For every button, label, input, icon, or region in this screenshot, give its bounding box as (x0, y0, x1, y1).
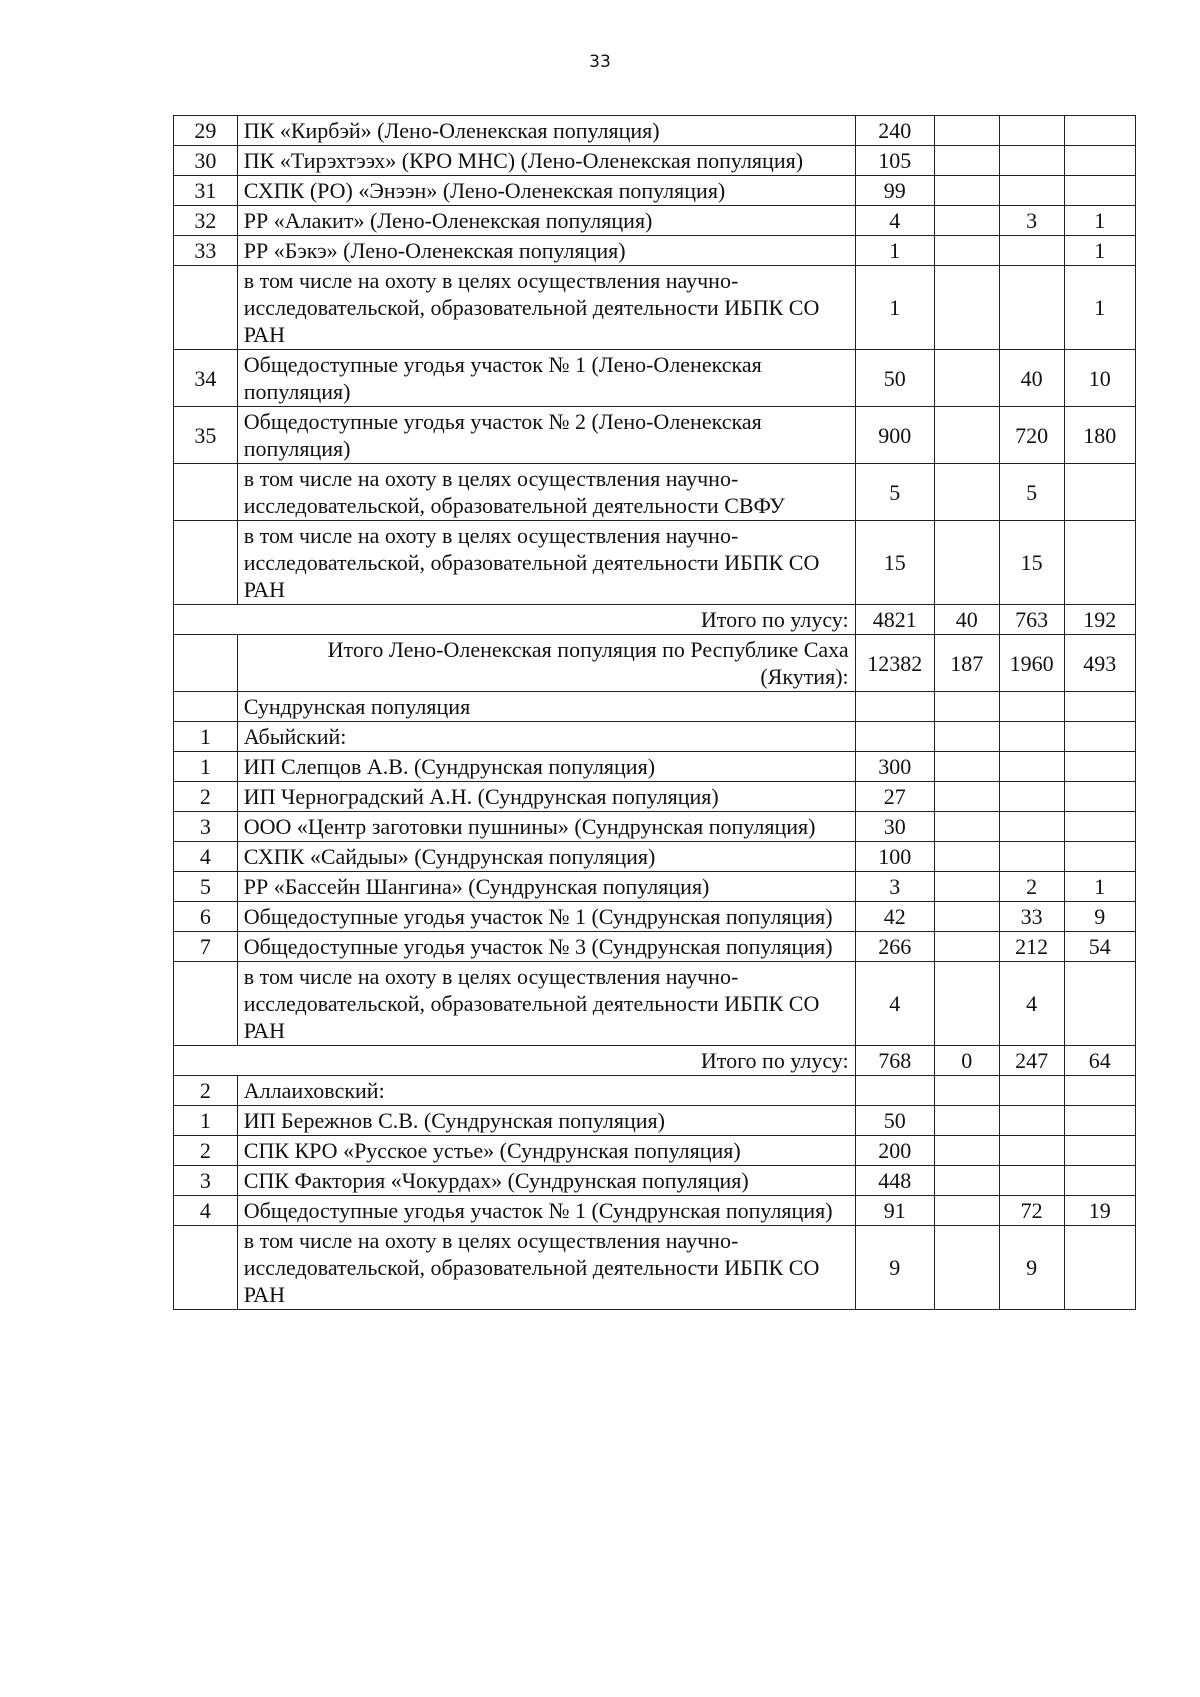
population-total-label-cell: Итого Лено-Оленекская популяция по Республике Саха (Якутия): (237, 635, 855, 692)
table-row (174, 812, 1136, 842)
value-cell-4: 1 (1064, 206, 1135, 236)
value-cell-1: 1 (855, 266, 934, 350)
value-cell-1: 240 (855, 116, 934, 146)
value-cell-3: 720 (999, 407, 1064, 464)
value-cell-1: 50 (855, 350, 934, 407)
row-number-cell: 2 (174, 1076, 238, 1106)
value-cell-2 (934, 521, 999, 605)
value-cell-4 (1064, 782, 1135, 812)
row-number-cell: 6 (174, 902, 238, 932)
value-cell-3 (999, 722, 1064, 752)
value-cell-3 (999, 1106, 1064, 1136)
value-cell-1: 105 (855, 146, 934, 176)
value-cell-3: 212 (999, 932, 1064, 962)
value-cell-2 (934, 407, 999, 464)
total-label-cell: Итого по улусу: (174, 605, 856, 635)
value-cell-3: 2 (999, 872, 1064, 902)
value-cell-1: 768 (855, 1046, 934, 1076)
value-cell-3 (999, 1076, 1064, 1106)
table-row (174, 1106, 1136, 1136)
page-number: 33 (589, 52, 611, 72)
value-cell-3: 72 (999, 1196, 1064, 1226)
value-cell-4 (1064, 722, 1135, 752)
value-cell-3: 5 (999, 464, 1064, 521)
value-cell-2 (934, 902, 999, 932)
value-cell-1: 200 (855, 1136, 934, 1166)
value-cell-4: 64 (1064, 1046, 1135, 1076)
value-cell-3 (999, 146, 1064, 176)
value-cell-3 (999, 842, 1064, 872)
value-cell-4 (1064, 842, 1135, 872)
value-cell-1: 99 (855, 176, 934, 206)
row-name-cell: ИП Слепцов А.В. (Сундрунская популяция) (237, 752, 855, 782)
value-cell-2 (934, 692, 999, 722)
value-cell-2 (934, 464, 999, 521)
row-name-cell: Общедоступные угодья участок № 1 (Сундрунская популяция) (237, 1196, 855, 1226)
value-cell-3: 3 (999, 206, 1064, 236)
value-cell-1: 27 (855, 782, 934, 812)
value-cell-1: 448 (855, 1166, 934, 1196)
row-number-cell: 4 (174, 842, 238, 872)
row-name-cell: ПК «Кирбэй» (Лено-Оленекская популяция) (237, 116, 855, 146)
value-cell-3 (999, 236, 1064, 266)
value-cell-4: 54 (1064, 932, 1135, 962)
row-number-cell (174, 962, 238, 1046)
value-cell-4 (1064, 1166, 1135, 1196)
value-cell-3 (999, 1166, 1064, 1196)
value-cell-1: 4821 (855, 605, 934, 635)
value-cell-1: 12382 (855, 635, 934, 692)
value-cell-2 (934, 1196, 999, 1226)
row-name-cell: ООО «Центр заготовки пушнины» (Сундрунская популяция) (237, 812, 855, 842)
value-cell-2 (934, 812, 999, 842)
row-number-cell: 32 (174, 206, 238, 236)
value-cell-2 (934, 872, 999, 902)
value-cell-3 (999, 752, 1064, 782)
district-total-row (174, 605, 1136, 635)
row-name-cell: в том числе на охоту в целях осуществления научно-исследовательской, образовательной деятельности ИБПК СО РАН (237, 1226, 855, 1310)
value-cell-2 (934, 116, 999, 146)
total-label-cell: Итого по улусу: (174, 1046, 856, 1076)
value-cell-2 (934, 962, 999, 1046)
table-row (174, 407, 1136, 464)
value-cell-1: 42 (855, 902, 934, 932)
quota-table-body (174, 116, 1136, 1310)
value-cell-3 (999, 692, 1064, 722)
value-cell-4: 1 (1064, 872, 1135, 902)
row-name-cell: РР «Алакит» (Лено-Оленекская популяция) (237, 206, 855, 236)
table-row (174, 176, 1136, 206)
value-cell-2 (934, 752, 999, 782)
row-number-cell: 33 (174, 236, 238, 266)
row-number-cell: 29 (174, 116, 238, 146)
value-cell-3 (999, 782, 1064, 812)
value-cell-1: 91 (855, 1196, 934, 1226)
value-cell-1: 4 (855, 962, 934, 1046)
row-name-cell: СХПК «Сайдыы» (Сундрунская популяция) (237, 842, 855, 872)
table-row (174, 962, 1136, 1046)
table-row (174, 116, 1136, 146)
table-row (174, 146, 1136, 176)
value-cell-4: 493 (1064, 635, 1135, 692)
row-number-cell (174, 1226, 238, 1310)
table-row (174, 782, 1136, 812)
row-name-cell: в том числе на охоту в целях осуществления научно-исследовательской, образовательной деятельности ИБПК СО РАН (237, 266, 855, 350)
value-cell-2: 0 (934, 1046, 999, 1076)
value-cell-4 (1064, 1136, 1135, 1166)
row-name-cell: в том числе на охоту в целях осуществления научно-исследовательской, образовательной деятельности ИБПК СО РАН (237, 521, 855, 605)
row-number-cell: 31 (174, 176, 238, 206)
row-number-cell: 2 (174, 1136, 238, 1166)
value-cell-4: 1 (1064, 266, 1135, 350)
table-row (174, 872, 1136, 902)
value-cell-2 (934, 782, 999, 812)
table-row (174, 692, 1136, 722)
value-cell-2 (934, 350, 999, 407)
table-row (174, 464, 1136, 521)
table-row (174, 842, 1136, 872)
value-cell-1: 1 (855, 236, 934, 266)
value-cell-3 (999, 176, 1064, 206)
row-number-cell: 7 (174, 932, 238, 962)
row-number-cell (174, 464, 238, 521)
row-number-cell (174, 266, 238, 350)
value-cell-2 (934, 266, 999, 350)
value-cell-4 (1064, 176, 1135, 206)
row-number-cell: 5 (174, 872, 238, 902)
empty-cell (174, 635, 238, 692)
district-total-row (174, 1046, 1136, 1076)
row-name-cell: СПК КРО «Русское устье» (Сундрунская популяция) (237, 1136, 855, 1166)
value-cell-1: 300 (855, 752, 934, 782)
value-cell-2 (934, 842, 999, 872)
value-cell-4 (1064, 1226, 1135, 1310)
value-cell-2: 187 (934, 635, 999, 692)
value-cell-3 (999, 116, 1064, 146)
value-cell-4 (1064, 962, 1135, 1046)
value-cell-4: 10 (1064, 350, 1135, 407)
value-cell-4 (1064, 812, 1135, 842)
table-row (174, 1136, 1136, 1166)
row-number-cell: 2 (174, 782, 238, 812)
value-cell-4 (1064, 146, 1135, 176)
value-cell-3: 247 (999, 1046, 1064, 1076)
row-name-cell: Общедоступные угодья участок № 1 (Лено-Оленекская популяция) (237, 350, 855, 407)
table-row (174, 266, 1136, 350)
row-name-cell: Общедоступные угодья участок № 3 (Сундрунская популяция) (237, 932, 855, 962)
table-row (174, 722, 1136, 752)
value-cell-4 (1064, 1106, 1135, 1136)
row-number-cell: 3 (174, 812, 238, 842)
row-name-cell: ИП Черноградский А.Н. (Сундрунская популяция) (237, 782, 855, 812)
value-cell-4: 192 (1064, 605, 1135, 635)
value-cell-3 (999, 1136, 1064, 1166)
value-cell-4 (1064, 116, 1135, 146)
row-name-cell: СХПК (РО) «Энээн» (Лено-Оленекская популяция) (237, 176, 855, 206)
value-cell-4: 1 (1064, 236, 1135, 266)
table-row (174, 752, 1136, 782)
value-cell-2 (934, 206, 999, 236)
row-name-cell: СПК Фактория «Чокурдах» (Сундрунская популяция) (237, 1166, 855, 1196)
value-cell-1: 30 (855, 812, 934, 842)
row-name-cell: в том числе на охоту в целях осуществления научно-исследовательской, образовательной деятельности СВФУ (237, 464, 855, 521)
row-number-cell: 4 (174, 1196, 238, 1226)
table-row (174, 1226, 1136, 1310)
value-cell-3 (999, 812, 1064, 842)
table-row (174, 350, 1136, 407)
row-name-cell: Абыйский: (237, 722, 855, 752)
row-name-cell: ИП Бережнов С.В. (Сундрунская популяция) (237, 1106, 855, 1136)
value-cell-1: 4 (855, 206, 934, 236)
table-row (174, 521, 1136, 605)
value-cell-1: 5 (855, 464, 934, 521)
row-name-cell: Сундрунская популяция (237, 692, 855, 722)
table-row (174, 1076, 1136, 1106)
value-cell-3: 763 (999, 605, 1064, 635)
value-cell-2 (934, 1076, 999, 1106)
value-cell-3: 40 (999, 350, 1064, 407)
value-cell-4 (1064, 752, 1135, 782)
population-total-row (174, 635, 1136, 692)
value-cell-2 (934, 1106, 999, 1136)
value-cell-4: 180 (1064, 407, 1135, 464)
table-row (174, 206, 1136, 236)
value-cell-2 (934, 1226, 999, 1310)
value-cell-1 (855, 722, 934, 752)
value-cell-1: 266 (855, 932, 934, 962)
row-number-cell: 1 (174, 722, 238, 752)
row-number-cell: 1 (174, 752, 238, 782)
value-cell-2 (934, 176, 999, 206)
row-number-cell (174, 692, 238, 722)
table-row (174, 1196, 1136, 1226)
value-cell-1: 9 (855, 1226, 934, 1310)
row-number-cell: 3 (174, 1166, 238, 1196)
value-cell-3: 9 (999, 1226, 1064, 1310)
row-number-cell: 35 (174, 407, 238, 464)
value-cell-4 (1064, 521, 1135, 605)
table-row (174, 1166, 1136, 1196)
row-number-cell: 34 (174, 350, 238, 407)
value-cell-1: 100 (855, 842, 934, 872)
value-cell-3: 33 (999, 902, 1064, 932)
value-cell-4 (1064, 464, 1135, 521)
row-name-cell: РР «Бэкэ» (Лено-Оленекская популяция) (237, 236, 855, 266)
table-row (174, 902, 1136, 932)
table-row (174, 236, 1136, 266)
row-name-cell: Аллаиховский: (237, 1076, 855, 1106)
value-cell-3: 15 (999, 521, 1064, 605)
value-cell-3: 1960 (999, 635, 1064, 692)
row-name-cell: Общедоступные угодья участок № 2 (Лено-Оленекская популяция) (237, 407, 855, 464)
value-cell-1: 3 (855, 872, 934, 902)
value-cell-2 (934, 1136, 999, 1166)
value-cell-2 (934, 236, 999, 266)
row-number-cell: 30 (174, 146, 238, 176)
value-cell-1: 50 (855, 1106, 934, 1136)
row-number-cell: 1 (174, 1106, 238, 1136)
value-cell-2 (934, 146, 999, 176)
value-cell-3: 4 (999, 962, 1064, 1046)
value-cell-4 (1064, 692, 1135, 722)
value-cell-1: 900 (855, 407, 934, 464)
value-cell-1 (855, 692, 934, 722)
row-name-cell: в том числе на охоту в целях осуществления научно-исследовательской, образовательной деятельности ИБПК СО РАН (237, 962, 855, 1046)
row-name-cell: Общедоступные угодья участок № 1 (Сундрунская популяция) (237, 902, 855, 932)
value-cell-1 (855, 1076, 934, 1106)
value-cell-2 (934, 1166, 999, 1196)
value-cell-4 (1064, 1076, 1135, 1106)
row-number-cell (174, 521, 238, 605)
value-cell-4: 19 (1064, 1196, 1135, 1226)
table-row (174, 932, 1136, 962)
value-cell-2 (934, 722, 999, 752)
value-cell-2: 40 (934, 605, 999, 635)
value-cell-3 (999, 266, 1064, 350)
value-cell-1: 15 (855, 521, 934, 605)
quota-table (173, 115, 1136, 1310)
row-name-cell: РР «Бассейн Шангина» (Сундрунская популяция) (237, 872, 855, 902)
value-cell-2 (934, 932, 999, 962)
value-cell-4: 9 (1064, 902, 1135, 932)
row-name-cell: ПК «Тирэхтээх» (КРО МНС) (Лено-Оленекская популяция) (237, 146, 855, 176)
